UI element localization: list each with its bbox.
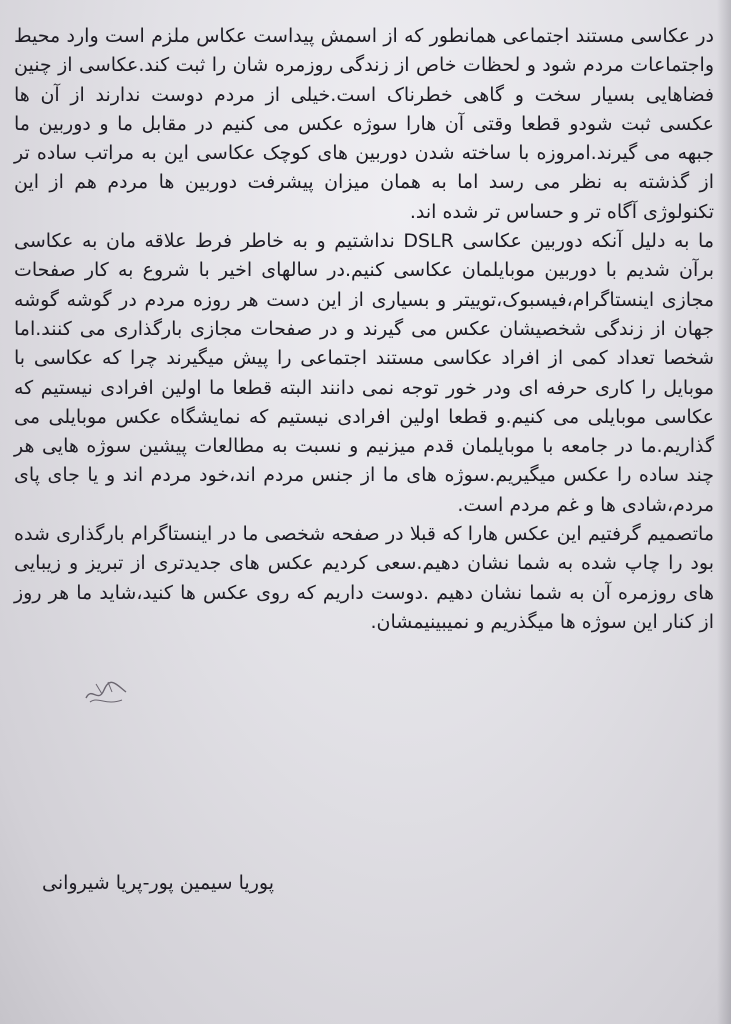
- page-edge-shadow: [717, 0, 731, 1024]
- paragraph-3: ماتصمیم گرفتیم این عکس هارا که قبلا در صفحه شخصی ما در اینستاگرام بارگذاری شده بود را چاپ شده به شما نشان دهیم.سعی کردیم عکس های جدیدتری از تبریز و زیبایی های روزمره آن به شما نشان دهیم .دوست داریم که روی عکس ها کنید،شاید ما هر روز از کنار این سوژه ها میگذریم و نمیبینیمشان.: [14, 523, 714, 633]
- body-text: [14, 22, 714, 637]
- initials-stamp-icon: [82, 678, 130, 708]
- paragraph-1: در عکاسی مستند اجتماعی همانطور که از اسمش پیداست عکاس ملزم است وارد محیط واجتماعات مردم شود و لحظات خاص از زندگی روزمره شان را ثبت کند.عکاسی از چنین فضاهایی بسیار سخت و گاهی خطرناک است.خیلی از مردم دوست ندارند از آن ها عکسی ثبت شودو قطعا وقتی آن هارا سوژه عکس می کنیم در مقابل ما و دوربین ما جبهه می گیرند.امروزه با ساخته شدن دوربین های کوچک عکاسی این به مراتب ساده تر از گذشته به نظر می رسد اما به همان میزان پیشرفت دوربین ها مردم هم از این تکنولوژی آگاه تر و حساس تر شده اند.: [14, 25, 714, 223]
- paragraph-2: ما به دلیل آنکه دوربین عکاسی DSLR نداشتیم و به خاطر فرط علاقه مان به عکاسی برآن شدیم با دوربین موبایلمان عکاسی کنیم.در سالهای اخیر با شروع به کار صفحات مجازی اینستاگرام،فیسبوک،توییتر و بسیاری از این دست هر روزه مردم در گوشه گوشه جهان از زندگی شخصیشان عکس می گیرند و در صفحات مجازی بارگذاری می کنند.اما شخصا تعداد کمی از افراد عکاسی مستند اجتماعی را پیش میگیرند چرا که عکاسی با موبایل را کاری حرفه ای ودر خور توجه نمی دانند البته قطعا ما اولین افرادی نیستیم که عکاسی موبایلی می کنیم.و قطعا اولین افرادی نیستیم که نمایشگاه عکس موبایلی می گذاریم.ما در جامعه با موبایلمان قدم میزنیم و نسبت به مطالعات پیشین سوژه هایی هر چند ساده را عکس میگیریم.سوژه های ما از جنس مردم اند،خود مردم اند و یا جای پای مردم،شادی ها و غم مردم است.: [14, 230, 714, 516]
- author-signature: پوریا سیمین پور-پریا شیروانی: [41, 872, 274, 894]
